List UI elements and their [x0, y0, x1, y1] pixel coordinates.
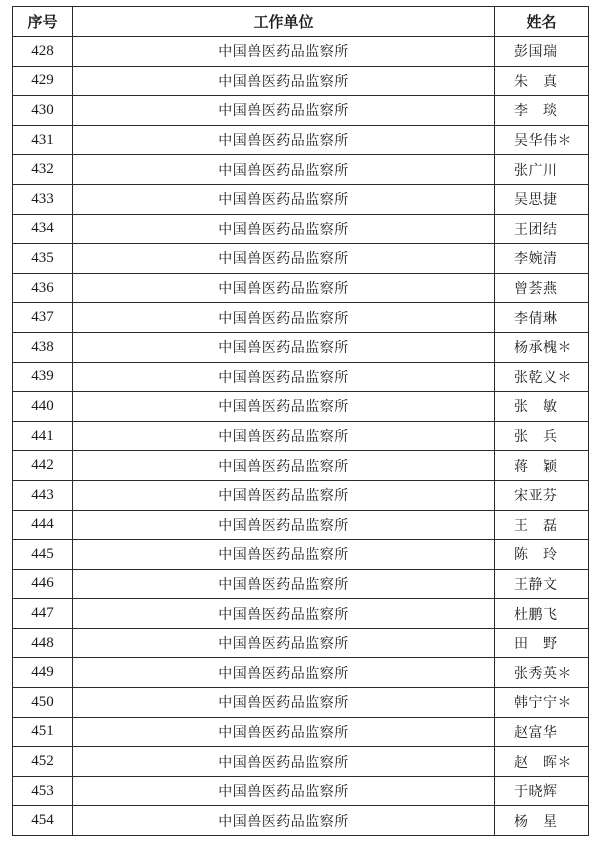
row-name-cell: 张乾义＊: [495, 362, 589, 392]
row-unit-cell: 中国兽医药品监察所: [73, 96, 495, 126]
table-row: [13, 599, 589, 629]
row-name-cell: 赵 晖＊: [495, 747, 589, 777]
row-unit-cell: 中国兽医药品监察所: [73, 688, 495, 718]
row-name-cell: 朱 真: [495, 66, 589, 96]
row-number-cell: 453: [13, 776, 73, 806]
row-name-cell: 李婉清: [495, 244, 589, 274]
row-number-cell: 433: [13, 184, 73, 214]
row-unit-cell: 中国兽医药品监察所: [73, 392, 495, 422]
table-row: [13, 806, 589, 836]
row-name-cell: 宋亚芬: [495, 480, 589, 510]
row-unit-cell: 中国兽医药品监察所: [73, 628, 495, 658]
row-unit-cell: 中国兽医药品监察所: [73, 747, 495, 777]
table-row: [13, 717, 589, 747]
row-number-cell: 451: [13, 717, 73, 747]
row-unit-cell: 中国兽医药品监察所: [73, 303, 495, 333]
row-name-cell: 王静文: [495, 569, 589, 599]
row-number-cell: 450: [13, 688, 73, 718]
row-number-cell: 440: [13, 392, 73, 422]
table-row: [13, 569, 589, 599]
row-number-cell: 428: [13, 37, 73, 67]
row-number-cell: 444: [13, 510, 73, 540]
row-name-cell: 杨承槐＊: [495, 332, 589, 362]
row-number-cell: 454: [13, 806, 73, 836]
row-number-cell: 445: [13, 540, 73, 570]
row-number-cell: 447: [13, 599, 73, 629]
table-body: [13, 37, 589, 836]
table-row: [13, 392, 589, 422]
table-row: [13, 125, 589, 155]
row-name-cell: 陈 玲: [495, 540, 589, 570]
row-unit-cell: 中国兽医药品监察所: [73, 214, 495, 244]
row-name-cell: 曾荟燕: [495, 273, 589, 303]
row-unit-cell: 中国兽医药品监察所: [73, 362, 495, 392]
row-number-cell: 452: [13, 747, 73, 777]
row-number-cell: 443: [13, 480, 73, 510]
row-number-cell: 431: [13, 125, 73, 155]
header-row: [13, 7, 589, 37]
row-unit-cell: 中国兽医药品监察所: [73, 451, 495, 481]
row-unit-cell: 中国兽医药品监察所: [73, 480, 495, 510]
table-row: [13, 362, 589, 392]
header-unit: 工作单位: [73, 7, 495, 37]
row-unit-cell: 中国兽医药品监察所: [73, 184, 495, 214]
row-name-cell: 杜鹏飞: [495, 599, 589, 629]
row-name-cell: 蒋 颖: [495, 451, 589, 481]
row-name-cell: 彭国瑞: [495, 37, 589, 67]
row-number-cell: 439: [13, 362, 73, 392]
row-unit-cell: 中国兽医药品监察所: [73, 332, 495, 362]
row-number-cell: 442: [13, 451, 73, 481]
row-name-cell: 韩宁宁＊: [495, 688, 589, 718]
row-name-cell: 赵富华: [495, 717, 589, 747]
row-name-cell: 张秀英＊: [495, 658, 589, 688]
row-number-cell: 437: [13, 303, 73, 333]
row-unit-cell: 中国兽医药品监察所: [73, 66, 495, 96]
row-name-cell: 吴华伟＊: [495, 125, 589, 155]
row-name-cell: 吴思捷: [495, 184, 589, 214]
row-number-cell: 430: [13, 96, 73, 126]
table-row: [13, 244, 589, 274]
table-row: [13, 273, 589, 303]
row-number-cell: 441: [13, 421, 73, 451]
row-name-cell: 张 兵: [495, 421, 589, 451]
row-name-cell: 田 野: [495, 628, 589, 658]
row-unit-cell: 中国兽医药品监察所: [73, 658, 495, 688]
table-row: [13, 332, 589, 362]
row-unit-cell: 中国兽医药品监察所: [73, 125, 495, 155]
table-row: [13, 510, 589, 540]
table-row: [13, 480, 589, 510]
table-row: [13, 96, 589, 126]
row-unit-cell: 中国兽医药品监察所: [73, 244, 495, 274]
table-row: [13, 214, 589, 244]
row-number-cell: 438: [13, 332, 73, 362]
row-unit-cell: 中国兽医药品监察所: [73, 569, 495, 599]
row-unit-cell: 中国兽医药品监察所: [73, 717, 495, 747]
row-number-cell: 429: [13, 66, 73, 96]
row-name-cell: 李 琰: [495, 96, 589, 126]
personnel-table: [12, 6, 589, 836]
row-name-cell: 杨 星: [495, 806, 589, 836]
table-row: [13, 776, 589, 806]
row-number-cell: 448: [13, 628, 73, 658]
table-row: [13, 628, 589, 658]
row-name-cell: 张广川: [495, 155, 589, 185]
table-row: [13, 184, 589, 214]
table-row: [13, 303, 589, 333]
row-name-cell: 王团结: [495, 214, 589, 244]
row-unit-cell: 中国兽医药品监察所: [73, 273, 495, 303]
row-name-cell: 王 磊: [495, 510, 589, 540]
row-unit-cell: 中国兽医药品监察所: [73, 421, 495, 451]
table-row: [13, 688, 589, 718]
row-number-cell: 432: [13, 155, 73, 185]
row-unit-cell: 中国兽医药品监察所: [73, 776, 495, 806]
table-row: [13, 155, 589, 185]
row-unit-cell: 中国兽医药品监察所: [73, 806, 495, 836]
row-name-cell: 李倩琳: [495, 303, 589, 333]
row-number-cell: 446: [13, 569, 73, 599]
table-row: [13, 747, 589, 777]
header-name: 姓名: [495, 7, 589, 37]
row-unit-cell: 中国兽医药品监察所: [73, 155, 495, 185]
row-name-cell: 于晓辉: [495, 776, 589, 806]
row-name-cell: 张 敏: [495, 392, 589, 422]
table-row: [13, 37, 589, 67]
table-row: [13, 658, 589, 688]
row-number-cell: 434: [13, 214, 73, 244]
row-number-cell: 435: [13, 244, 73, 274]
row-number-cell: 436: [13, 273, 73, 303]
row-unit-cell: 中国兽医药品监察所: [73, 510, 495, 540]
row-unit-cell: 中国兽医药品监察所: [73, 37, 495, 67]
row-number-cell: 449: [13, 658, 73, 688]
row-unit-cell: 中国兽医药品监察所: [73, 540, 495, 570]
table-row: [13, 540, 589, 570]
table-row: [13, 66, 589, 96]
table-row: [13, 451, 589, 481]
row-unit-cell: 中国兽医药品监察所: [73, 599, 495, 629]
table-row: [13, 421, 589, 451]
header-number: 序号: [13, 7, 73, 37]
